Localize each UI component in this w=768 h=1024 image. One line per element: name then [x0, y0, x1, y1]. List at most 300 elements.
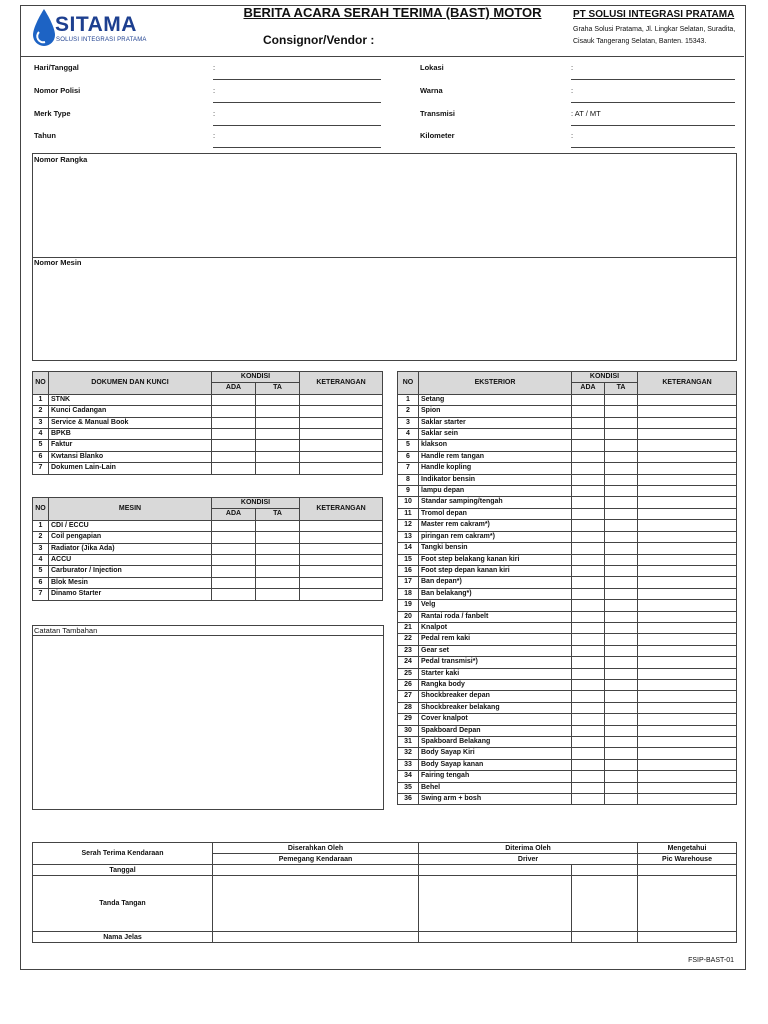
info-value-kilometer[interactable]: :	[571, 131, 574, 140]
ta-cell[interactable]	[605, 417, 638, 428]
row-item: Saklar sein	[419, 429, 572, 440]
ada-cell[interactable]	[572, 588, 605, 599]
keterangan-cell[interactable]	[638, 531, 737, 542]
ta-cell[interactable]	[605, 394, 638, 405]
ada-cell[interactable]	[572, 748, 605, 759]
ta-cell[interactable]	[256, 566, 300, 577]
row-number: 14	[398, 543, 419, 554]
row-item: Body Sayap Kiri	[419, 748, 572, 759]
table-row	[398, 771, 737, 782]
ta-cell[interactable]	[605, 657, 638, 668]
mesin-table	[32, 497, 383, 601]
keterangan-cell[interactable]	[638, 622, 737, 633]
info-value-hari[interactable]: :	[213, 63, 216, 72]
col-kondisi: KONDISI	[572, 372, 638, 383]
ta-cell[interactable]	[605, 406, 638, 417]
ta-cell[interactable]	[605, 782, 638, 793]
ada-cell[interactable]	[572, 531, 605, 542]
row-item: Cover knalpot	[419, 714, 572, 725]
ada-cell[interactable]	[572, 577, 605, 588]
ada-cell[interactable]	[572, 737, 605, 748]
row-item: Ban belakang*)	[419, 588, 572, 599]
row-number: 3	[33, 543, 49, 554]
row-number: 30	[398, 725, 419, 736]
ada-cell[interactable]	[572, 668, 605, 679]
ta-cell[interactable]	[256, 451, 300, 462]
ta-cell[interactable]	[256, 440, 300, 451]
keterangan-cell[interactable]	[638, 577, 737, 588]
ada-cell[interactable]	[572, 782, 605, 793]
ta-cell[interactable]	[605, 554, 638, 565]
keterangan-cell[interactable]	[638, 497, 737, 508]
ada-cell[interactable]	[572, 565, 605, 576]
table-row	[398, 463, 737, 474]
row-item: Standar samping/tengah	[419, 497, 572, 508]
ta-cell[interactable]	[605, 702, 638, 713]
row-item: CDI / ECCU	[49, 520, 212, 531]
col-ada: ADA	[572, 383, 605, 394]
tanggal-cell[interactable]	[638, 865, 737, 876]
row-number: 28	[398, 702, 419, 713]
ada-cell[interactable]	[572, 702, 605, 713]
row-number: 3	[398, 417, 419, 428]
keterangan-cell[interactable]	[638, 429, 737, 440]
table-row	[398, 794, 737, 805]
pemegang-label: Pemegang Kendaraan	[213, 854, 419, 865]
row-number: 34	[398, 771, 419, 782]
ta-cell[interactable]	[605, 794, 638, 805]
keterangan-cell[interactable]	[638, 508, 737, 519]
row-number: 6	[398, 451, 419, 462]
eksterior-table	[397, 371, 737, 805]
ta-cell[interactable]	[605, 759, 638, 770]
nama-cell[interactable]	[572, 932, 638, 943]
ta-cell[interactable]	[256, 589, 300, 600]
tanggal-cell[interactable]	[419, 865, 572, 876]
info-line	[213, 125, 381, 126]
ta-cell[interactable]	[256, 543, 300, 554]
keterangan-cell[interactable]	[638, 600, 737, 611]
ta-cell[interactable]	[605, 737, 638, 748]
ta-cell[interactable]	[605, 634, 638, 645]
ada-cell[interactable]	[572, 508, 605, 519]
row-item: BPKB	[49, 429, 212, 440]
catatan-box[interactable]	[32, 625, 384, 810]
ta-cell[interactable]	[605, 748, 638, 759]
nama-jelas-label: Nama Jelas	[33, 932, 213, 943]
ta-cell[interactable]	[256, 520, 300, 531]
keterangan-cell[interactable]	[638, 702, 737, 713]
ada-cell[interactable]	[572, 771, 605, 782]
keterangan-cell[interactable]	[638, 645, 737, 656]
ta-cell[interactable]	[605, 531, 638, 542]
keterangan-cell[interactable]	[300, 406, 383, 417]
ta-cell[interactable]	[256, 417, 300, 428]
keterangan-cell[interactable]	[638, 759, 737, 770]
row-number: 2	[33, 406, 49, 417]
info-value-lokasi[interactable]: :	[571, 63, 574, 72]
company-address: Graha Solusi Pratama, Jl. Lingkar Selatan, Suradita, Cisauk Tangerang Selatan, Banten. 15343.	[573, 26, 736, 45]
ada-cell[interactable]	[572, 417, 605, 428]
ada-cell[interactable]	[572, 554, 605, 565]
keterangan-cell[interactable]	[638, 771, 737, 782]
ta-cell[interactable]	[605, 600, 638, 611]
row-number: 8	[398, 474, 419, 485]
row-number: 23	[398, 645, 419, 656]
keterangan-cell[interactable]	[638, 679, 737, 690]
ada-cell[interactable]	[572, 463, 605, 474]
keterangan-cell[interactable]	[638, 543, 737, 554]
table-row	[398, 577, 737, 588]
row-item: Shockbreaker belakang	[419, 702, 572, 713]
table-row	[398, 497, 737, 508]
header-divider	[21, 56, 744, 57]
row-number: 35	[398, 782, 419, 793]
keterangan-cell[interactable]	[300, 566, 383, 577]
ta-cell[interactable]	[256, 577, 300, 588]
consignor-label: Consignor/Vendor :	[263, 33, 375, 47]
keterangan-cell[interactable]	[300, 532, 383, 543]
keterangan-cell[interactable]	[300, 577, 383, 588]
col-ada: ADA	[212, 509, 256, 520]
table-row	[398, 474, 737, 485]
document-title: BERITA ACARA SERAH TERIMA (BAST) MOTOR	[243, 5, 542, 20]
row-number: 24	[398, 657, 419, 668]
row-number: 27	[398, 691, 419, 702]
ta-cell[interactable]	[256, 406, 300, 417]
info-line	[571, 102, 735, 103]
table-row	[398, 737, 737, 748]
ada-cell[interactable]	[212, 463, 256, 474]
keterangan-cell[interactable]	[638, 634, 737, 645]
ada-cell[interactable]	[572, 440, 605, 451]
col-kondisi: KONDISI	[212, 498, 300, 509]
table-row	[33, 394, 383, 405]
keterangan-cell[interactable]	[300, 463, 383, 474]
nama-cell[interactable]	[213, 932, 419, 943]
info-label-kilometer: Kilometer	[420, 131, 455, 140]
tanggal-cell[interactable]	[572, 865, 638, 876]
row-number: 1	[33, 394, 49, 405]
keterangan-cell[interactable]	[300, 429, 383, 440]
ada-cell[interactable]	[212, 577, 256, 588]
keterangan-cell[interactable]	[638, 394, 737, 405]
keterangan-cell[interactable]	[638, 748, 737, 759]
col-ta: TA	[605, 383, 638, 394]
keterangan-cell[interactable]	[638, 737, 737, 748]
row-number: 4	[33, 555, 49, 566]
keterangan-cell[interactable]	[638, 554, 737, 565]
ada-cell[interactable]	[572, 759, 605, 770]
row-item: Rangka body	[419, 679, 572, 690]
col-keterangan: KETERANGAN	[638, 372, 737, 395]
ta-cell[interactable]	[605, 565, 638, 576]
row-item: Behel	[419, 782, 572, 793]
ada-cell[interactable]	[572, 406, 605, 417]
ada-cell[interactable]	[572, 714, 605, 725]
ada-cell[interactable]	[572, 394, 605, 405]
ta-cell[interactable]	[605, 451, 638, 462]
mesin-rows	[33, 520, 383, 600]
ada-cell[interactable]	[212, 429, 256, 440]
ada-cell[interactable]	[572, 600, 605, 611]
ta-cell[interactable]	[605, 679, 638, 690]
ada-cell[interactable]	[572, 474, 605, 485]
row-item: Blok Mesin	[49, 577, 212, 588]
table-row	[398, 520, 737, 531]
keterangan-cell[interactable]	[300, 543, 383, 554]
info-line	[571, 147, 735, 148]
keterangan-cell[interactable]	[300, 440, 383, 451]
row-number: 31	[398, 737, 419, 748]
driver-label: Driver	[419, 854, 638, 865]
table-row	[398, 668, 737, 679]
ada-cell[interactable]	[212, 566, 256, 577]
keterangan-cell[interactable]	[300, 520, 383, 531]
row-item: klakson	[419, 440, 572, 451]
row-number: 36	[398, 794, 419, 805]
ada-cell[interactable]	[212, 417, 256, 428]
keterangan-cell[interactable]	[638, 520, 737, 531]
row-number: 3	[33, 417, 49, 428]
ta-cell[interactable]	[605, 429, 638, 440]
info-line	[571, 79, 735, 80]
ta-cell[interactable]	[605, 588, 638, 599]
ta-cell[interactable]	[605, 543, 638, 554]
table-row	[398, 406, 737, 417]
ta-cell[interactable]	[605, 497, 638, 508]
row-item: STNK	[49, 394, 212, 405]
keterangan-cell[interactable]	[638, 565, 737, 576]
col-keterangan: KETERANGAN	[300, 372, 383, 395]
keterangan-cell[interactable]	[638, 725, 737, 736]
row-item: Foot step depan kanan kiri	[419, 565, 572, 576]
col-no: NO	[33, 372, 49, 395]
ta-cell[interactable]	[256, 555, 300, 566]
keterangan-cell[interactable]	[638, 451, 737, 462]
row-item: Indikator bensin	[419, 474, 572, 485]
row-number: 4	[33, 429, 49, 440]
table-row	[398, 782, 737, 793]
ada-cell[interactable]	[572, 645, 605, 656]
signature-cell[interactable]	[638, 876, 737, 932]
row-item: Kwtansi Blanko	[49, 451, 212, 462]
ta-cell[interactable]	[605, 622, 638, 633]
ta-cell[interactable]	[605, 691, 638, 702]
table-row	[398, 394, 737, 405]
keterangan-cell[interactable]	[300, 394, 383, 405]
row-item: Pedal transmisi*)	[419, 657, 572, 668]
ada-cell[interactable]	[212, 440, 256, 451]
info-value-warna[interactable]: :	[571, 86, 574, 95]
ada-cell[interactable]	[572, 622, 605, 633]
row-item: Kunci Cadangan	[49, 406, 212, 417]
keterangan-cell[interactable]	[638, 474, 737, 485]
table-row	[33, 566, 383, 577]
tanggal-label: Tanggal	[33, 865, 213, 876]
ada-cell[interactable]	[572, 794, 605, 805]
row-number: 7	[33, 463, 49, 474]
keterangan-cell[interactable]	[300, 589, 383, 600]
logo-wordmark: SITAMA	[55, 13, 137, 36]
table-row	[398, 714, 737, 725]
ada-cell[interactable]	[572, 497, 605, 508]
keterangan-cell[interactable]	[638, 611, 737, 622]
ta-cell[interactable]	[605, 520, 638, 531]
keterangan-cell[interactable]	[300, 555, 383, 566]
keterangan-cell[interactable]	[638, 691, 737, 702]
info-line	[571, 125, 735, 126]
tanggal-cell[interactable]	[213, 865, 419, 876]
keterangan-cell[interactable]	[638, 486, 737, 497]
row-number: 5	[33, 566, 49, 577]
ada-cell[interactable]	[212, 451, 256, 462]
row-item: Master rem cakram*)	[419, 520, 572, 531]
nama-cell[interactable]	[419, 932, 572, 943]
keterangan-cell[interactable]	[300, 451, 383, 462]
row-number: 2	[398, 406, 419, 417]
row-item: Gear set	[419, 645, 572, 656]
ta-cell[interactable]	[605, 611, 638, 622]
ta-cell[interactable]	[605, 440, 638, 451]
ta-cell[interactable]	[605, 474, 638, 485]
mengetahui-label: Mengetahui	[638, 843, 737, 854]
row-item: Tromol depan	[419, 508, 572, 519]
ada-cell[interactable]	[212, 555, 256, 566]
ta-cell[interactable]	[605, 725, 638, 736]
keterangan-cell[interactable]	[638, 417, 737, 428]
table-row	[398, 691, 737, 702]
row-item: Swing arm + bosh	[419, 794, 572, 805]
signature-cell[interactable]	[213, 876, 419, 932]
ada-cell[interactable]	[572, 486, 605, 497]
ada-cell[interactable]	[212, 394, 256, 405]
table-row	[398, 440, 737, 451]
ada-cell[interactable]	[212, 406, 256, 417]
table-row	[398, 451, 737, 462]
ada-cell[interactable]	[572, 679, 605, 690]
table-row	[398, 486, 737, 497]
ada-cell[interactable]	[572, 429, 605, 440]
info-label-polisi: Nomor Polisi	[34, 86, 81, 95]
keterangan-cell[interactable]	[638, 714, 737, 725]
table-row	[398, 588, 737, 599]
row-number: 18	[398, 588, 419, 599]
dokumen-rows	[33, 394, 383, 474]
ta-cell[interactable]	[605, 714, 638, 725]
row-item: Spakboard Belakang	[419, 737, 572, 748]
ada-cell[interactable]	[572, 543, 605, 554]
row-item: ACCU	[49, 555, 212, 566]
keterangan-cell[interactable]	[638, 794, 737, 805]
ta-cell[interactable]	[605, 577, 638, 588]
ada-cell[interactable]	[572, 520, 605, 531]
tanda-tangan-label: Tanda Tangan	[33, 876, 213, 932]
ada-cell[interactable]	[572, 725, 605, 736]
ta-cell[interactable]	[256, 394, 300, 405]
ada-cell[interactable]	[572, 451, 605, 462]
table-row	[398, 611, 737, 622]
ada-cell[interactable]	[572, 657, 605, 668]
row-number: 19	[398, 600, 419, 611]
ada-cell[interactable]	[212, 532, 256, 543]
keterangan-cell[interactable]	[638, 440, 737, 451]
ta-cell[interactable]	[605, 508, 638, 519]
row-number: 22	[398, 634, 419, 645]
row-number: 25	[398, 668, 419, 679]
ta-cell[interactable]	[256, 463, 300, 474]
row-number: 5	[33, 440, 49, 451]
ada-cell[interactable]	[572, 634, 605, 645]
ada-cell[interactable]	[572, 611, 605, 622]
nomor-mesin-label: Nomor Mesin	[34, 258, 82, 267]
ada-cell[interactable]	[572, 691, 605, 702]
ada-cell[interactable]	[212, 543, 256, 554]
keterangan-cell[interactable]	[638, 463, 737, 474]
row-item: Fairing tengah	[419, 771, 572, 782]
table-row	[33, 543, 383, 554]
ta-cell[interactable]	[605, 486, 638, 497]
row-number: 6	[33, 577, 49, 588]
col-mesin: MESIN	[49, 498, 212, 521]
ta-cell[interactable]	[256, 532, 300, 543]
signature-cell[interactable]	[419, 876, 572, 932]
row-number: 5	[398, 440, 419, 451]
nama-cell[interactable]	[638, 932, 737, 943]
ta-cell[interactable]	[605, 645, 638, 656]
signature-cell[interactable]	[572, 876, 638, 932]
ta-cell[interactable]	[605, 668, 638, 679]
row-item: Body Sayap kanan	[419, 759, 572, 770]
keterangan-cell[interactable]	[638, 668, 737, 679]
col-ta: TA	[256, 383, 300, 394]
col-eksterior: EKSTERIOR	[419, 372, 572, 395]
table-row	[33, 589, 383, 600]
keterangan-cell[interactable]	[638, 782, 737, 793]
info-value-tahun[interactable]: :	[213, 131, 216, 140]
table-row	[398, 657, 737, 668]
keterangan-cell[interactable]	[300, 417, 383, 428]
col-no: NO	[398, 372, 419, 395]
keterangan-cell[interactable]	[638, 406, 737, 417]
row-item: Coil pengapian	[49, 532, 212, 543]
table-row	[398, 645, 737, 656]
ta-cell[interactable]	[605, 463, 638, 474]
row-number: 6	[33, 451, 49, 462]
rangka-mesin-divider	[33, 257, 736, 258]
table-row	[398, 508, 737, 519]
table-row	[33, 577, 383, 588]
row-item: Starter kaki	[419, 668, 572, 679]
info-value-transmisi[interactable]: : AT / MT	[571, 109, 601, 118]
keterangan-cell[interactable]	[638, 588, 737, 599]
table-row	[33, 463, 383, 474]
ta-cell[interactable]	[605, 771, 638, 782]
row-item: Knalpot	[419, 622, 572, 633]
ada-cell[interactable]	[212, 520, 256, 531]
ta-cell[interactable]	[256, 429, 300, 440]
info-value-merk[interactable]: :	[213, 109, 216, 118]
table-row	[398, 622, 737, 633]
row-number: 32	[398, 748, 419, 759]
info-value-polisi[interactable]: :	[213, 86, 216, 95]
ada-cell[interactable]	[212, 589, 256, 600]
info-label-tahun: Tahun	[34, 131, 56, 140]
row-number: 7	[33, 589, 49, 600]
row-item: Setang	[419, 394, 572, 405]
table-row	[398, 429, 737, 440]
keterangan-cell[interactable]	[638, 657, 737, 668]
